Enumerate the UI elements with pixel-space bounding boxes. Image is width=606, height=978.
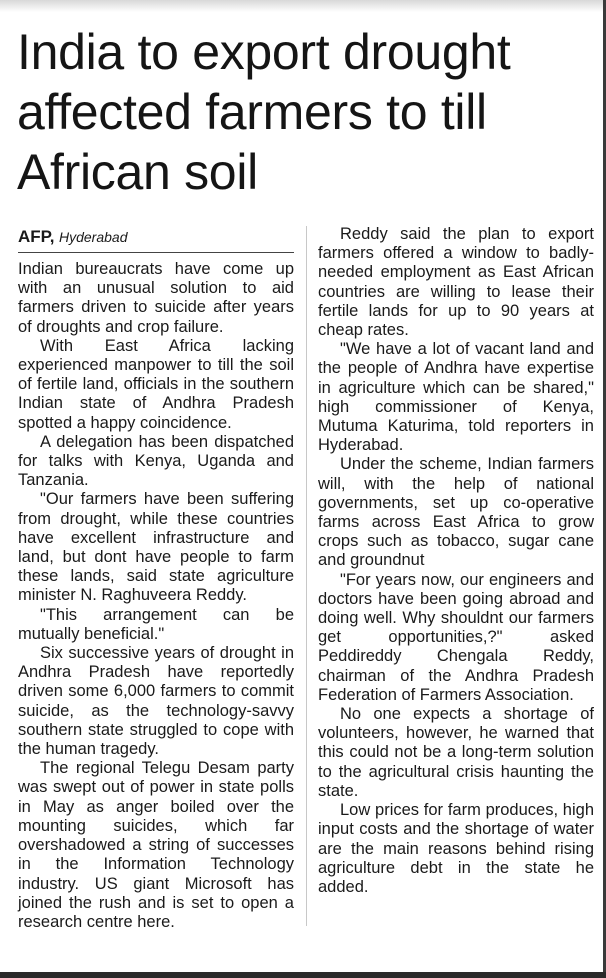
paragraph: "We have a lot of vacant land and the people of Andhra have expertise in agriculture which can be shared," high commissioner of Kenya, Mutuma Katurima, told reporters in Hyderabad.	[318, 340, 594, 455]
bottom-edge-border	[0, 972, 606, 978]
paragraph: Six successive years of drought in Andhra Pradesh have reportedly driven some 6,000 farmers to commit suicide, as the technology-savvy southern state struggled to cope with the human tragedy.	[18, 644, 294, 759]
paragraph: A delegation has been dispatched for talks with Kenya, Uganda and Tanzania.	[18, 432, 294, 490]
column-divider	[306, 226, 307, 926]
paragraph: "Our farmers have been suffering from drought, while these countries have excellent infrastructure and land, but dont have people to farm these lands, said state agriculture minister N. Raghuveera Reddy.	[18, 490, 294, 605]
paragraph: With East Africa lacking experienced manpower to till the soil of fertile land, officials in the southern Indian state of Andhra Pradesh spotted a happy coincidence.	[18, 336, 294, 432]
headline: India to export drought affected farmers to till African soil	[17, 24, 511, 200]
paragraph: No one expects a shortage of volunteers, however, he warned that this could not be a long-term solution to the agricultural crisis haunting the state.	[318, 705, 594, 800]
paragraph: Reddy said the plan to export farmers offered a window to badly-needed employment as East African countries are willing to lease their fertile lands for up to 90 years at cheap rates.	[318, 225, 594, 340]
paragraph: Under the scheme, Indian farmers will, with the help of national governments, set up co-operative farms across East Africa to grow crops such as tobacco, sugar cane and groundnut	[318, 455, 594, 570]
paragraph: Indian bureaucrats have come up with an unusual solution to aid farmers driven to suicide after years of droughts and crop failure.	[18, 260, 294, 336]
top-edge-shadow	[0, 0, 606, 12]
byline	[18, 226, 294, 253]
byline-source: AFP,	[18, 227, 55, 246]
paragraph: "This arrangement can be mutually beneficial."	[18, 605, 294, 643]
paragraph: The regional Telegu Desam party was swept out of power in state polls in May as anger boiled over the mounting suicides, which far overshadowed a string of successes in the Information Technology industry. US giant Microsoft has joined the rush and is set to open a research centre here.	[18, 759, 294, 931]
paragraph: "For years now, our engineers and doctors have been going abroad and doing well. Why shouldnt our farmers get opportunities,?" asked Peddireddy Chengala Reddy, chairman of the Andhra Pradesh Federation of Farmers Association.	[318, 570, 594, 704]
paragraph: Low prices for farm produces, high input costs and the shortage of water are the main reasons behind rising agriculture debt in the state he added.	[318, 801, 594, 896]
right-column	[318, 225, 594, 897]
byline-location: Hyderabad	[59, 229, 128, 245]
left-column	[18, 226, 294, 932]
